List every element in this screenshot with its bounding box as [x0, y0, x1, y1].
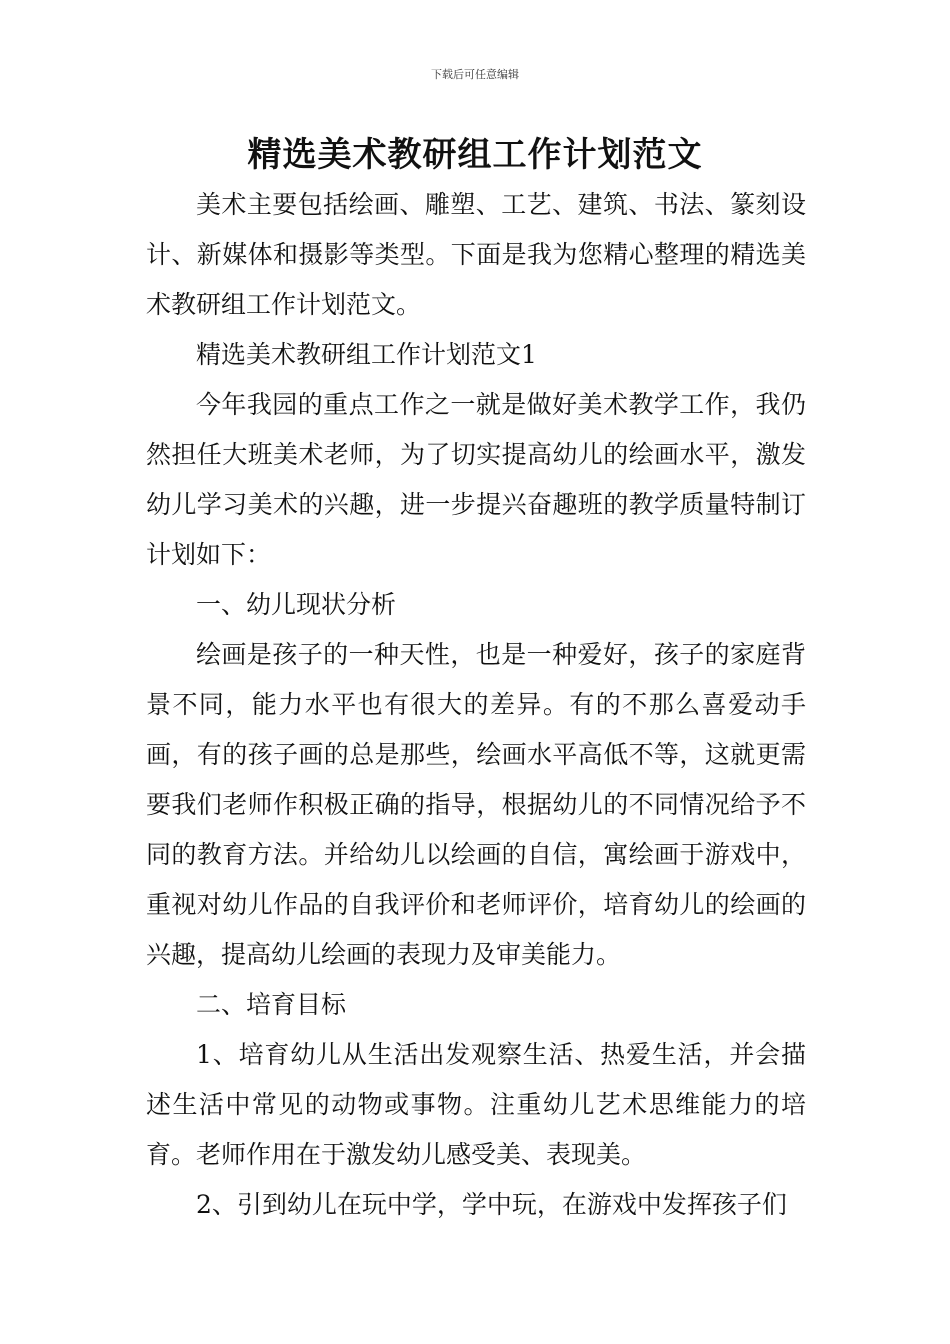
document-body: [146, 180, 806, 1230]
paragraph-subtitle-1: 精选美术教研组工作计划范文1: [196, 340, 537, 369]
paragraph-goal-2: 2、引到幼儿在玩中学，学中玩，在游戏中发挥孩子们: [196, 1190, 787, 1219]
paragraph-plan-intro: 今年我园的重点工作之一就是做好美术教学工作，我仍然担任大班美术老师，为了切实提高幼儿的绘画水平，激发幼儿学习美术的兴趣，进一步提兴奋趣班的教学质量特制订计划如下：: [146, 390, 806, 569]
document-title: 精选美术教研组工作计划范文: [247, 135, 703, 175]
paragraph-intro: 美术主要包括绘画、雕塑、工艺、建筑、书法、篆刻设计、新媒体和摄影等类型。下面是我为您精心整理的精选美术教研组工作计划范文。: [146, 190, 806, 319]
section-heading-analysis: 一、幼儿现状分析: [196, 590, 397, 619]
section-heading-goals: 二、培育目标: [196, 990, 347, 1019]
paragraph-goal-1: 1、培育幼儿从生活出发观察生活、热爱生活，并会描述生活中常见的动物或事物。注重幼儿艺术思维能力的培育。老师作用在于激发幼儿感受美、表现美。: [146, 1040, 806, 1169]
paragraph-analysis: 绘画是孩子的一种天性，也是一种爱好，孩子的家庭背景不同，能力水平也有很大的差异。有的不那么喜爱动手画，有的孩子画的总是那些，绘画水平高低不等，这就更需要我们老师作积极正确的指导，根据幼儿的不同情况给予不同的教育方法。并给幼儿以绘画的自信，寓绘画于游戏中，重视对幼儿作品的自我评价和老师评价，培育幼儿的绘画的兴趣，提高幼儿绘画的表现力及审美能力。: [146, 640, 806, 969]
header-note: 下载后可任意编辑: [431, 68, 519, 81]
